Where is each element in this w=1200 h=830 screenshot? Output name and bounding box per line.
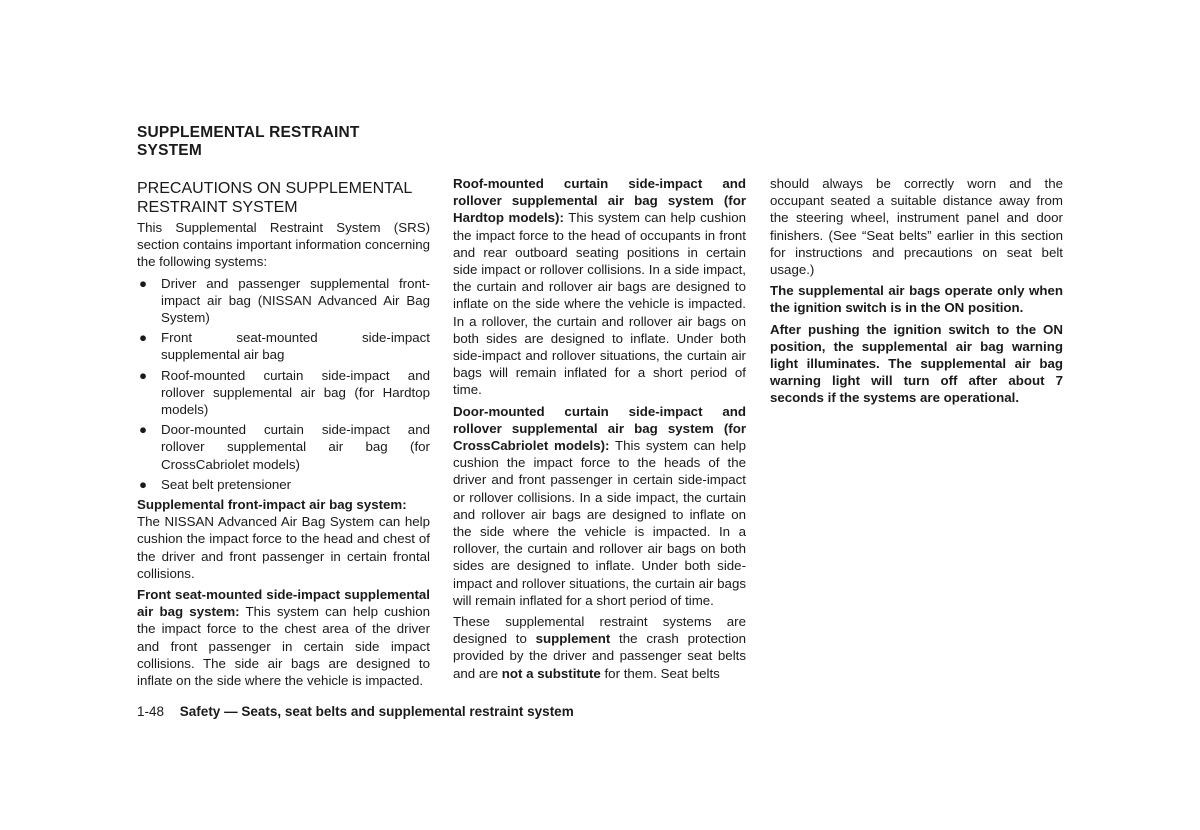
column-3 [770, 175, 1063, 411]
subsection-title [137, 179, 430, 217]
section-title [137, 124, 437, 160]
page-footer [137, 704, 574, 719]
list-item-text: Roof-mounted curtain side-impact and rollover supplemental air bag (for Hardtop models) [161, 367, 430, 418]
srs-supplement-paragraph [453, 613, 746, 682]
bullet-icon: ● [139, 422, 148, 438]
side-impact-paragraph [137, 586, 430, 689]
list-item [137, 275, 430, 327]
list-item-text: Front seat-mounted side-impact supplemental air bag [161, 330, 430, 363]
srs-text-part-1: These supplemental restraint systems are designed to [453, 614, 746, 647]
srs-bold-not-substitute: not a substitute [501, 665, 601, 681]
list-item-text: Driver and passenger supplemental front-impact air bag (NISSAN Advanced Air Bag System) [161, 275, 430, 326]
list-item-text: Door-mounted curtain side-impact and rollover supplemental air bag (for CrossCabriolet models) [161, 422, 430, 472]
list-item [137, 329, 430, 363]
bullet-icon: ● [139, 275, 148, 291]
srs-text-part-3: for them. Seat belts [600, 665, 720, 681]
section-title-line-2: SYSTEM [137, 142, 202, 159]
door-curtain-heading: Door-mounted curtain side-impact and rollover supplemental air bag system (for CrossCabriolet models): [453, 403, 746, 454]
list-item-text: Seat belt pretensioner [161, 476, 292, 492]
bullet-icon: ● [139, 330, 148, 346]
bullet-icon: ● [139, 367, 148, 383]
roof-curtain-heading: Roof-mounted curtain side-impact and rollover supplemental air bag system (for Hardtop models): [453, 176, 746, 226]
front-impact-heading: Supplemental front-impact air bag system: [137, 497, 407, 513]
section-title-line-1: SUPPLEMENTAL RESTRAINT [137, 124, 360, 141]
ignition-warning-paragraph: The supplemental air bags operate only when the ignition switch is in the ON position. [770, 283, 1063, 316]
side-impact-heading: Front seat-mounted side-impact supplemental air bag system: [137, 587, 430, 620]
side-impact-text: This system can help cushion the impact force to the chest area of the driver and front passenger in certain side impact collisions. The side air bags are designed to inflate on the side where the vehicle is impacted. [137, 604, 430, 689]
column-1 [137, 175, 430, 693]
front-impact-text: The NISSAN Advanced Air Bag System can help cushion the impact force to the head and chest of the driver and front passenger in certain frontal collisions. [137, 514, 430, 581]
column-2 [453, 175, 746, 686]
list-item [137, 421, 430, 473]
list-item [137, 476, 430, 493]
door-curtain-paragraph [453, 403, 746, 609]
door-curtain-text: This system can help cushion the impact force to the heads of the driver and front passenger in certain side-impact or rollover collisions. In a side impact, the curtain and rollover air bags are designed to inflate on the side where the vehicle is impacted. In a rollover, the curtain and rollover air bags on both sides are designed to inflate. Under both side-impact and rollover situations, the curtain air bags will remain inflated for a short period of time. [453, 438, 746, 608]
srs-text-part-2: the crash protection provided by the driver and passenger seat belts and are [453, 631, 747, 681]
seat-belt-continuation-paragraph: should always be correctly worn and the occupant seated a suitable distance away from the steering wheel, instrument panel and door finishers. (See “Seat belts” earlier in this section for instructions and precautions on seat belt usage.) [770, 176, 1063, 278]
page-number: 1-48 [137, 704, 165, 719]
bullet-icon: ● [139, 476, 148, 492]
subsection-title-line-2: RESTRAINT SYSTEM [137, 199, 298, 216]
subsection-title-line-1: PRECAUTIONS ON SUPPLEMENTAL [137, 180, 413, 197]
intro-paragraph: This Supplemental Restraint System (SRS) section contains important information concerning the following systems: [137, 220, 430, 270]
front-impact-paragraph [137, 496, 430, 582]
roof-curtain-paragraph [453, 175, 746, 399]
warning-light-paragraph: After pushing the ignition switch to the ON position, the supplemental air bag warning light illuminates. The supplemental air bag warning light will turn off after about 7 seconds if the systems are operational. [770, 321, 1063, 406]
chapter-title: Safety — Seats, seat belts and supplemental restraint system [179, 704, 574, 719]
roof-curtain-text: This system can help cushion the impact force to the head of occupants in front and rear outboard seating positions in certain side impact or rollover collisions. In a side impact, the curtain and rollover air bags are designed to inflate on the side where the vehicle is impacted. In a rollover, the curtain and rollover air bags on both sides are designed to inflate. Under both side-impact and rollover situations, the curtain air bags will remain inflated for a short period of time. [453, 210, 746, 398]
list-item [137, 367, 430, 419]
systems-list [137, 275, 430, 493]
srs-bold-supplement: supplement [535, 631, 611, 647]
